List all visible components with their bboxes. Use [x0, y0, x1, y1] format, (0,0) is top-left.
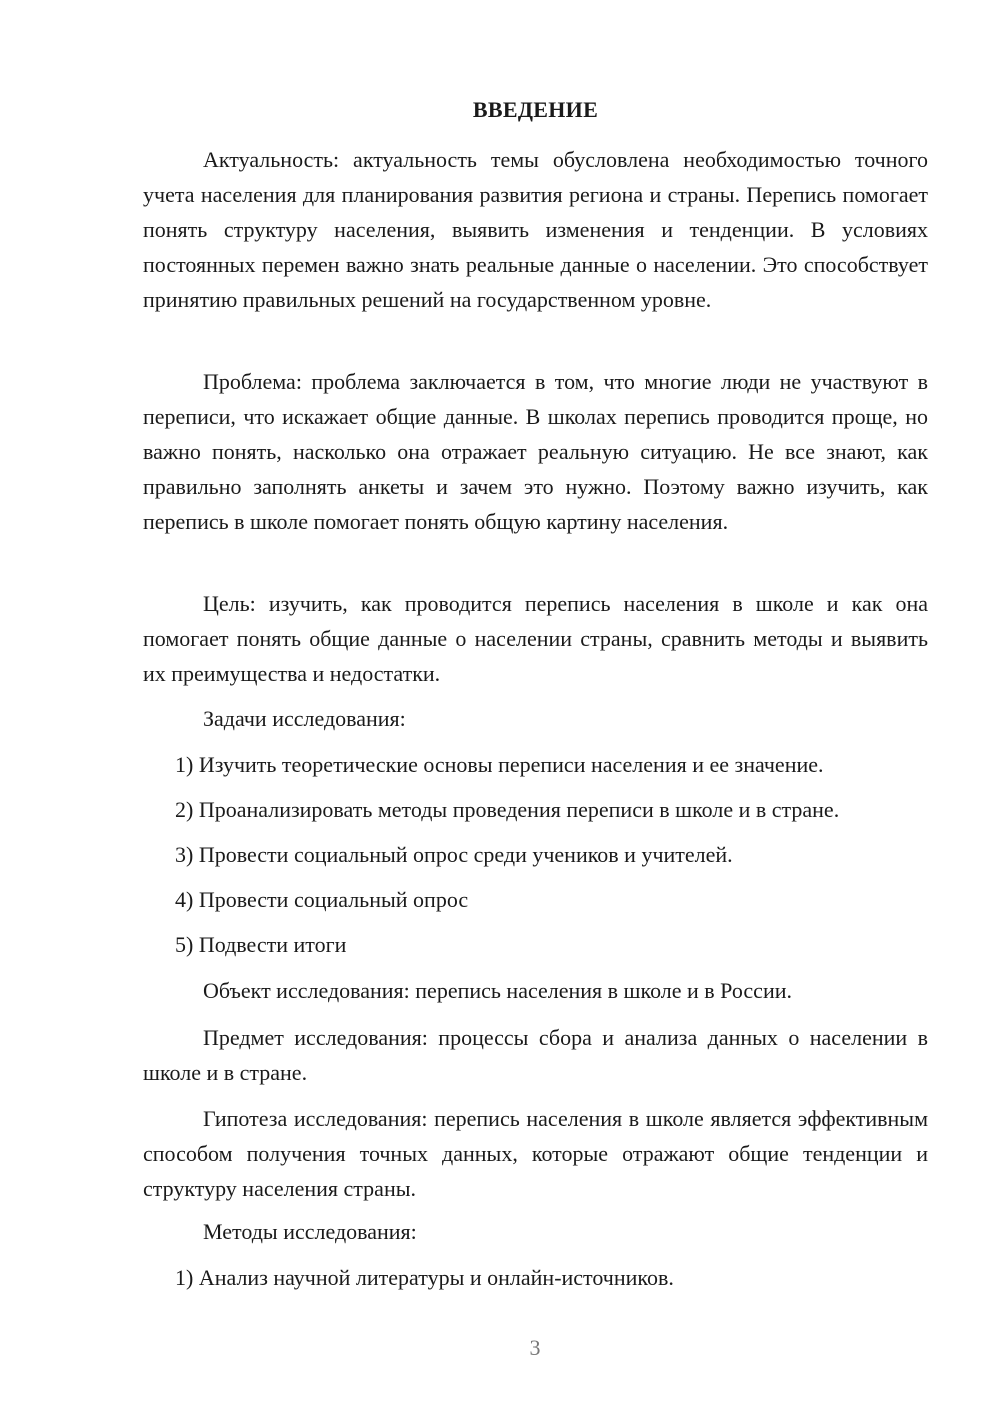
relevance-paragraph: Актуальность: актуальность темы обусловлена необходимостью точного учета населения для планирования развития региона и страны. Перепись помогает понять структуру населения, выявить изменения и тенденции. В условиях постоянных перемен важно знать реальные данные о населении. Это способствует принятию правильных решений на государственном уровне.: [143, 147, 928, 312]
list-item: 1) Анализ научной литературы и онлайн-источников.: [175, 1265, 674, 1290]
list-item: 1) Изучить теоретические основы переписи населения и ее значение.: [175, 752, 824, 777]
list-item: 3) Провести социальный опрос среди учеников и учителей.: [175, 842, 733, 867]
page-title: ВВЕДЕНИЕ: [472, 97, 599, 122]
list-item: 5) Подвести итоги: [175, 932, 347, 957]
list-item: 2) Проанализировать методы проведения переписи в школе и в стране.: [175, 797, 840, 822]
problem-paragraph-block: [143, 364, 928, 539]
hypothesis-paragraph-block: [143, 1101, 928, 1206]
subject-paragraph-block: [143, 1020, 928, 1090]
object-line: Объект исследования: перепись населения в школе и в России.: [203, 978, 792, 1003]
list-item: 4) Провести социальный опрос: [175, 887, 469, 912]
hypothesis-paragraph: Гипотеза исследования: перепись населения в школе является эффективным способом получения точных данных, которые отражают общие тенденции и структуру населения страны.: [143, 1106, 928, 1201]
relevance-paragraph-block: [143, 142, 928, 317]
page-number: 3: [529, 1335, 541, 1360]
goal-paragraph: Цель: изучить, как проводится перепись населения в школе и как она помогает понять общие данные о населении страны, сравнить методы и выявить их преимущества и недостатки.: [143, 591, 928, 686]
subject-paragraph: Предмет исследования: процессы сбора и анализа данных о населении в школе и в стране.: [143, 1025, 928, 1085]
goal-paragraph-block: [143, 586, 928, 691]
tasks-heading: Задачи исследования:: [203, 706, 406, 731]
problem-paragraph: Проблема: проблема заключается в том, что многие люди не участвуют в переписи, что искажает общие данные. В школах перепись проводится проще, но важно понять, насколько она отражает реальную ситуацию. Не все знают, как правильно заполнять анкеты и зачем это нужно. Поэтому важно изучить, как перепись в школе помогает понять общую картину населения.: [143, 369, 928, 534]
methods-heading: Методы исследования:: [203, 1219, 417, 1244]
